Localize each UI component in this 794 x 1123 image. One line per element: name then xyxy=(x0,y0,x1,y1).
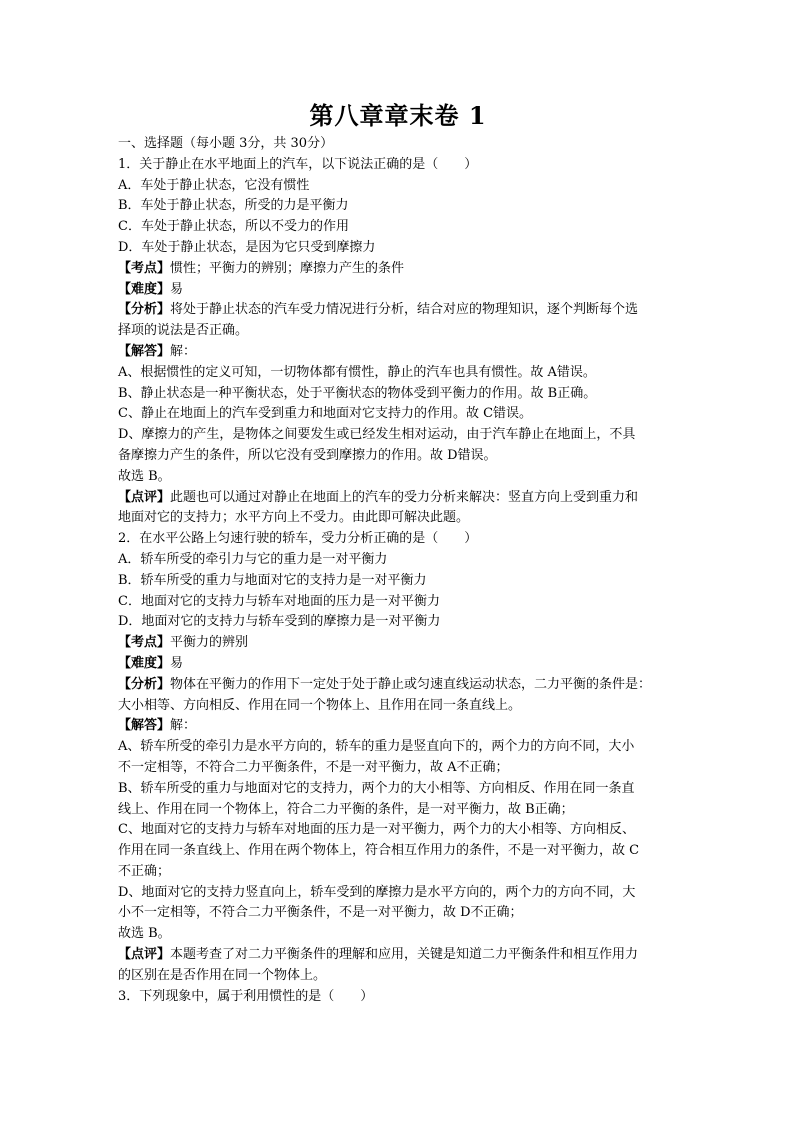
document-title: 第八章章末卷 1 xyxy=(309,101,487,130)
line-text: D．地面对它的支持力与轿车受到的摩擦力是一对平衡力 xyxy=(118,614,441,630)
text-line xyxy=(118,966,678,987)
line-text: 作用在同一条直线上、作用在两个物体上，符合相互作用力的条件，不是一对平衡力，故 C xyxy=(118,843,640,859)
line-text: B、轿车所受的重力与地面对它的支持力，两个力的大小相等、方向相反、作用在同一条直 xyxy=(118,780,635,796)
line-text: 惯性；平衡力的辨别；摩擦力产生的条件 xyxy=(170,260,405,276)
line-text: 易 xyxy=(170,281,184,297)
text-line xyxy=(118,758,678,779)
text-line xyxy=(118,800,678,821)
text-line xyxy=(118,508,678,529)
text-line xyxy=(118,737,678,758)
text-line xyxy=(118,196,678,217)
line-text: B．轿车所受的重力与地面对它的支持力是一对平衡力 xyxy=(118,572,427,588)
line-text: 备摩擦力产生的条件，所以它没有受到摩擦力的作用。故 D错误。 xyxy=(118,447,497,463)
text-line xyxy=(118,446,678,467)
line-text: 平衡力的辨别 xyxy=(170,635,249,651)
line-text: 解： xyxy=(170,343,197,359)
line-text: 的区别在是否作用在同一个物体上。 xyxy=(118,967,327,983)
text-line xyxy=(118,883,678,904)
line-text: A．轿车所受的牵引力与它的重力是一对平衡力 xyxy=(118,551,388,567)
line-text: 2．在水平公路上匀速行驶的轿车，受力分析正确的是（ ） xyxy=(118,531,478,547)
line-text: 解： xyxy=(170,718,197,734)
text-line xyxy=(118,529,678,550)
line-text: 故选 B。 xyxy=(118,468,171,484)
line-text: 不正确； xyxy=(118,863,171,879)
text-line xyxy=(118,696,678,717)
line-text: C、静止在地面上的汽车受到重力和地面对它支持力的作用。故 C错误。 xyxy=(118,406,533,422)
text-line xyxy=(118,654,678,675)
text-line xyxy=(118,488,678,509)
text-line xyxy=(118,571,678,592)
section-tag: 【分析】 xyxy=(118,676,171,692)
text-line xyxy=(118,280,678,301)
document-body xyxy=(118,134,678,1007)
text-line xyxy=(118,820,678,841)
line-text: B、静止状态是一种平衡状态，处于平衡状态的物体受到平衡力的作用。故 B正确。 xyxy=(118,385,597,401)
section-tag: 【考点】 xyxy=(118,260,171,276)
text-line xyxy=(118,134,678,155)
line-text: A、根据惯性的定义可知，一切物体都有惯性，静止的汽车也具有惯性。故 A错误。 xyxy=(118,364,596,380)
text-line xyxy=(118,176,678,197)
text-line xyxy=(118,550,678,571)
line-text: 1．关于静止在水平地面上的汽车，以下说法正确的是（ ） xyxy=(118,156,478,172)
line-text: D．车处于静止状态，是因为它只受到摩擦力 xyxy=(118,239,376,255)
text-line xyxy=(118,945,678,966)
line-text: 地面对它的支持力；水平方向上不受力。由此即可解决此题。 xyxy=(118,510,470,526)
text-line xyxy=(118,675,678,696)
line-text: C、地面对它的支持力与轿车对地面的压力是一对平衡力，两个力的大小相等、方向相反、 xyxy=(118,822,635,838)
line-text: 故选 B。 xyxy=(118,926,171,942)
line-text: D、摩擦力的产生，是物体之间要发生或已经发生相对运动，由于汽车静止在地面上，不具 xyxy=(118,427,636,443)
line-text: 小不一定相等，不符合二力平衡条件，不是一对平衡力，故 D不正确； xyxy=(118,905,523,921)
text-line xyxy=(118,633,678,654)
line-text: 不一定相等，不符合二力平衡条件，不是一对平衡力，故 A不正确； xyxy=(118,759,509,775)
line-text: D、地面对它的支持力竖直向上，轿车受到的摩擦力是水平方向的，两个力的方向不同，大 xyxy=(118,884,636,900)
text-line xyxy=(118,238,678,259)
document-page xyxy=(118,100,678,1007)
text-line xyxy=(118,155,678,176)
line-text: A、轿车所受的牵引力是水平方向的，轿车的重力是竖直向下的，两个力的方向不同，大小 xyxy=(118,739,635,755)
text-line xyxy=(118,321,678,342)
line-text: C．车处于静止状态，所以不受力的作用 xyxy=(118,219,349,235)
section-tag: 【解答】 xyxy=(118,343,171,359)
section-tag: 【难度】 xyxy=(118,655,171,671)
line-text: 择项的说法是否正确。 xyxy=(118,323,249,339)
text-line xyxy=(118,612,678,633)
line-text: B．车处于静止状态，所受的力是平衡力 xyxy=(118,198,349,214)
text-line xyxy=(118,300,678,321)
text-line xyxy=(118,363,678,384)
line-text: 物体在平衡力的作用下一定处于处于静止或匀速直线运动状态，二力平衡的条件是： xyxy=(170,676,652,692)
text-line xyxy=(118,404,678,425)
section-tag: 【解答】 xyxy=(118,718,171,734)
text-line xyxy=(118,779,678,800)
text-line xyxy=(118,716,678,737)
text-line xyxy=(118,384,678,405)
text-line xyxy=(118,467,678,488)
text-line xyxy=(118,342,678,363)
section-tag: 【点评】 xyxy=(118,489,171,505)
text-line xyxy=(118,592,678,613)
section-tag: 【考点】 xyxy=(118,635,171,651)
text-line xyxy=(118,924,678,945)
line-text: 本题考查了对二力平衡条件的理解和应用，关键是知道二力平衡条件和相互作用力 xyxy=(170,947,639,963)
section-tag: 【分析】 xyxy=(118,302,171,318)
line-text: 大小相等、方向相反、作用在同一个物体上、且作用在同一条直线上。 xyxy=(118,697,522,713)
text-line xyxy=(118,987,678,1008)
line-text: 线上、作用在同一个物体上，符合二力平衡的条件，是一对平衡力，故 B正确； xyxy=(118,801,574,817)
text-line xyxy=(118,217,678,238)
section-tag: 【难度】 xyxy=(118,281,171,297)
line-text: 此题也可以通过对静止在地面上的汽车的受力分析来解决：竖直方向上受到重力和 xyxy=(170,489,639,505)
text-line xyxy=(118,425,678,446)
text-line xyxy=(118,259,678,280)
section-tag: 【点评】 xyxy=(118,947,171,963)
line-text: 3．下列现象中，属于利用惯性的是（ ） xyxy=(118,988,374,1004)
text-line xyxy=(118,841,678,862)
line-text: 一、选择题（每小题 3分，共 30分） xyxy=(118,136,334,151)
line-text: A．车处于静止状态，它没有惯性 xyxy=(118,177,310,193)
line-text: 将处于静止状态的汽车受力情况进行分析，结合对应的物理知识，逐个判断每个选 xyxy=(170,302,639,318)
line-text: C．地面对它的支持力与轿车对地面的压力是一对平衡力 xyxy=(118,593,440,609)
text-line xyxy=(118,862,678,883)
text-line xyxy=(118,903,678,924)
line-text: 易 xyxy=(170,655,184,671)
